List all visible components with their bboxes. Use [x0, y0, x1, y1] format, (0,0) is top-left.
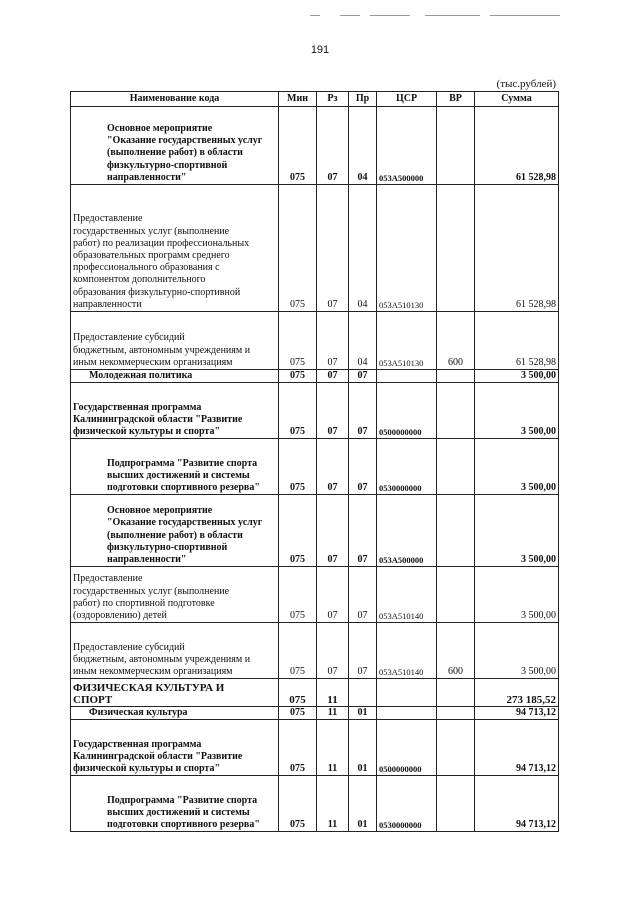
row-rz: 11 [317, 707, 349, 720]
row-csr: 053А510130 [377, 312, 437, 370]
table-row [71, 776, 559, 832]
row-rz: 11 [317, 679, 349, 707]
row-vr [437, 720, 475, 776]
row-csr [377, 707, 437, 720]
row-name: Основное мероприятие "Оказание государственных услуг (выполнение работ) в области физкультурно-спортивной направленности" [71, 495, 279, 567]
header-rz: Рз [317, 92, 349, 107]
row-pr: 04 [349, 185, 377, 312]
row-pr: 07 [349, 567, 377, 623]
row-csr: 053А500000 [377, 107, 437, 185]
budget-table [70, 91, 559, 832]
row-sum: 3 500,00 [475, 383, 559, 439]
table-row [71, 623, 559, 679]
row-pr: 01 [349, 720, 377, 776]
row-sum: 94 713,12 [475, 776, 559, 832]
row-sum: 3 500,00 [475, 567, 559, 623]
row-vr [437, 439, 475, 495]
row-name: Предоставление государственных услуг (выполнение работ) по реализации профессиональных образовательных программ среднего профессионального образования с компонентом дополнительного образования физкультурно-спортивной направленности [71, 185, 279, 312]
row-name: Предоставление субсидий бюджетным, автономным учреждениям и иным некоммерческим организациям [71, 312, 279, 370]
row-rz: 07 [317, 567, 349, 623]
row-sum: 3 500,00 [475, 623, 559, 679]
row-csr [377, 370, 437, 383]
row-sum: 273 185,52 [475, 679, 559, 707]
row-name: Молодежная политика [71, 370, 279, 383]
row-csr: 053А510140 [377, 623, 437, 679]
table-row [71, 707, 559, 720]
row-sum: 3 500,00 [475, 370, 559, 383]
row-pr: 01 [349, 776, 377, 832]
row-csr: 0500000000 [377, 383, 437, 439]
table-row [71, 567, 559, 623]
row-csr: 0530000000 [377, 439, 437, 495]
row-csr: 0530000000 [377, 776, 437, 832]
header-name: Наименование кода [71, 92, 279, 107]
header-min: Мин [279, 92, 317, 107]
row-rz: 07 [317, 107, 349, 185]
row-csr: 0500000000 [377, 720, 437, 776]
row-pr: 07 [349, 370, 377, 383]
row-sum: 94 713,12 [475, 720, 559, 776]
row-csr: 053А510140 [377, 567, 437, 623]
row-name: Предоставление субсидий бюджетным, автономным учреждениям и иным некоммерческим организациям [71, 623, 279, 679]
row-pr: 01 [349, 707, 377, 720]
row-sum: 3 500,00 [475, 495, 559, 567]
row-rz: 07 [317, 623, 349, 679]
row-name: Предоставление государственных услуг (выполнение работ) по спортивной подготовке (оздоровлению) детей [71, 567, 279, 623]
row-min: 075 [279, 439, 317, 495]
scan-artifact-marks [310, 14, 560, 18]
row-csr: 053А500000 [377, 495, 437, 567]
row-name: Государственная программа Калининградской области "Развитие физической культуры и спорта" [71, 383, 279, 439]
row-vr [437, 707, 475, 720]
table-header-row [71, 92, 559, 107]
row-rz: 11 [317, 720, 349, 776]
row-rz: 07 [317, 439, 349, 495]
row-csr [377, 679, 437, 707]
row-pr: 07 [349, 623, 377, 679]
table-row [71, 312, 559, 370]
row-vr [437, 383, 475, 439]
row-min: 075 [279, 495, 317, 567]
row-pr: 07 [349, 439, 377, 495]
row-pr: 04 [349, 312, 377, 370]
row-name: Подпрограмма "Развитие спорта высших достижений и системы подготовки спортивного резерва" [71, 776, 279, 832]
row-sum: 61 528,98 [475, 312, 559, 370]
row-name: Подпрограмма "Развитие спорта высших достижений и системы подготовки спортивного резерва" [71, 439, 279, 495]
table-row [71, 439, 559, 495]
row-rz: 07 [317, 185, 349, 312]
row-name: Физическая культура [71, 707, 279, 720]
header-csr: ЦСР [377, 92, 437, 107]
row-pr: 04 [349, 107, 377, 185]
row-min: 075 [279, 707, 317, 720]
row-vr: 600 [437, 312, 475, 370]
row-min: 075 [279, 312, 317, 370]
row-min: 075 [279, 107, 317, 185]
row-min: 075 [279, 567, 317, 623]
row-rz: 07 [317, 383, 349, 439]
row-rz: 07 [317, 370, 349, 383]
table-row [71, 495, 559, 567]
row-vr [437, 679, 475, 707]
row-csr: 053А510130 [377, 185, 437, 312]
row-name: Государственная программа Калининградской области "Развитие физической культуры и спорта" [71, 720, 279, 776]
row-pr: 07 [349, 495, 377, 567]
row-min: 075 [279, 623, 317, 679]
table-row [71, 679, 559, 707]
row-min: 075 [279, 720, 317, 776]
row-vr [437, 495, 475, 567]
row-min: 075 [279, 370, 317, 383]
row-vr: 600 [437, 623, 475, 679]
table-row [71, 370, 559, 383]
header-pr: Пр [349, 92, 377, 107]
row-rz: 07 [317, 312, 349, 370]
row-vr [437, 567, 475, 623]
row-pr [349, 679, 377, 707]
row-vr [437, 107, 475, 185]
unit-note: (тыс.рублей) [496, 78, 556, 90]
header-vr: ВР [437, 92, 475, 107]
table-row [71, 185, 559, 312]
page-number: 191 [310, 44, 330, 56]
row-sum: 3 500,00 [475, 439, 559, 495]
row-name: ФИЗИЧЕСКАЯ КУЛЬТУРА И СПОРТ [71, 679, 279, 707]
row-rz: 11 [317, 776, 349, 832]
row-vr [437, 370, 475, 383]
row-min: 075 [279, 679, 317, 707]
table-row [71, 383, 559, 439]
row-vr [437, 776, 475, 832]
row-min: 075 [279, 383, 317, 439]
row-min: 075 [279, 185, 317, 312]
row-name: Основное мероприятие "Оказание государственных услуг (выполнение работ) в области физкультурно-спортивной направленности" [71, 107, 279, 185]
row-min: 075 [279, 776, 317, 832]
row-sum: 94 713,12 [475, 707, 559, 720]
row-sum: 61 528,98 [475, 185, 559, 312]
row-sum: 61 528,98 [475, 107, 559, 185]
table-row [71, 107, 559, 185]
table-row [71, 720, 559, 776]
header-sum: Сумма [475, 92, 559, 107]
row-vr [437, 185, 475, 312]
row-rz: 07 [317, 495, 349, 567]
row-pr: 07 [349, 383, 377, 439]
